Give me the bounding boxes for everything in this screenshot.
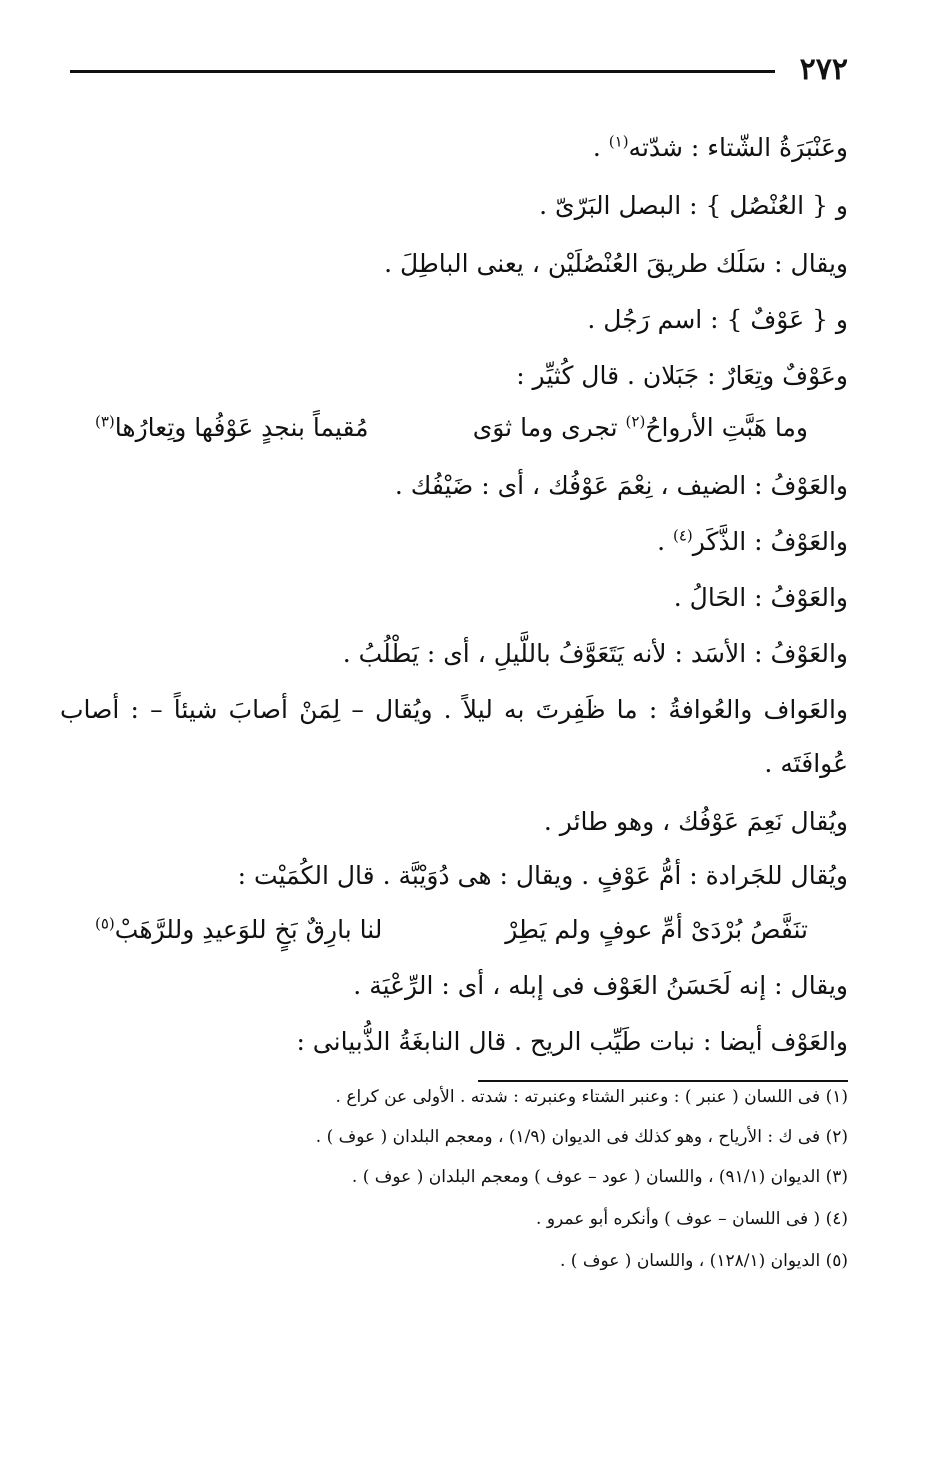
text-line-11: والعَواف والعُوافةُ : ما ظَفِرتَ به ليلاً . ويُقال – لِمَنْ أصابَ شيئاً – : أصاب (60, 695, 848, 724)
text-line-8-text: والعَوْفُ : الذَّكَر (692, 527, 848, 556)
footnote-ref-5: (٥) (95, 914, 115, 933)
verse-1-second-hemistich-text: مُقيماً بنجدٍ عَوْفُها وتِعارُها (114, 413, 369, 442)
footnote-ref-4: (٤) (672, 526, 693, 545)
text-line-7: والعَوْفُ : الضيف ، نِعْمَ عَوْفُك ، أى : ضَيْفُك . (394, 471, 848, 500)
footnote-3: (٣) الديوان (٩١/١) ، واللسان ( عود – عوف ) ومعجم البلدان ( عوف ) . (351, 1167, 848, 1187)
footnote-5: (٥) الديوان (١٢٨/١) ، واللسان ( عوف ) . (559, 1251, 848, 1271)
footnote-ref-1: (١) (608, 132, 629, 151)
text-line-1 (60, 128, 848, 168)
footnote-ref-3: (٣) (95, 412, 115, 431)
header-rule (70, 70, 775, 73)
text-line-4: و { عَوْفٌ } : اسم رَجُل . (587, 305, 848, 334)
text-line-3: ويقال : سَلَك طريقَ العُنْصُلَيْن ، يعنى الباطِلَ . (384, 249, 848, 278)
footnote-1: (١) فى اللسان ( عنبر ) : وعنبر الشتاء وعنبرته : شدته . الأولى عن كراع . (335, 1087, 848, 1107)
text-line-8-end: . (657, 527, 673, 556)
text-line-1-text: وعَنْبَرَةُ الشّتاء : شدّته (628, 133, 848, 162)
text-line-17: والعَوْف أيضا : نبات طَيِّب الريح . قال النابغَةُ الذُّبيانى : (296, 1027, 848, 1056)
verse-2 (60, 910, 848, 950)
text-line-10: والعَوْفُ : الأسَد : لأنه يَتَعَوَّفُ باللَّيلِ ، أى : يَطْلُبُ . (342, 639, 848, 668)
footnote-2: (٢) فى ك : الأرياح ، وهو كذلك فى الديوان (١/٩) ، ومعجم البلدان ( عوف ) . (315, 1127, 848, 1147)
verse-1-first-hemistich (473, 408, 808, 448)
footnote-ref-2: (٢) (625, 412, 646, 431)
text-line-1-end: . (592, 133, 609, 162)
verse-1-first-hemistich-a: وما هَبَّتِ الأرواحُ (645, 413, 808, 442)
text-line-12: عُوافَتَه . (764, 749, 848, 778)
page-number: ٢٧٢ (799, 52, 848, 87)
text-line-5: وعَوْفٌ وتِعَارٌ : جَبَلان . قال كُثيِّر : (516, 361, 848, 390)
verse-1 (60, 408, 848, 448)
text-line-2: و { العُنْصُل } : البصل البَرّىّ . (539, 191, 848, 220)
text-line-9: والعَوْفُ : الحَالُ . (673, 583, 848, 612)
verse-1-first-hemistich-b: تجرى وما ثوَى (472, 413, 626, 442)
footnote-rule (478, 1080, 848, 1082)
verse-1-second-hemistich (95, 408, 369, 448)
verse-2-second-hemistich (95, 910, 382, 950)
text-line-8 (60, 522, 848, 562)
verse-2-second-hemistich-text: لنا بارِقٌ بَخٍ للوَعيدِ وللرَّهَبْ (114, 915, 383, 944)
text-line-16: ويقال : إنه لَحَسَنُ العَوْف فى إبله ، أى : الرِّعْيَة . (353, 971, 848, 1000)
footnote-4: (٤) ( فى اللسان – عوف ) وأنكره أبو عمرو . (536, 1209, 848, 1229)
text-line-14: ويُقال للجَرادة : أمُّ عَوْفٍ . ويقال : هى دُوَيْبَّة . قال الكُمَيْت : (237, 861, 848, 890)
verse-2-first-hemistich: تنَفَّصُ بُرْدَىْ أمِّ عوفٍ ولم يَطِرْ (505, 915, 808, 944)
text-line-13: ويُقال نَعِمَ عَوْفُك ، وهو طائر . (543, 807, 848, 836)
